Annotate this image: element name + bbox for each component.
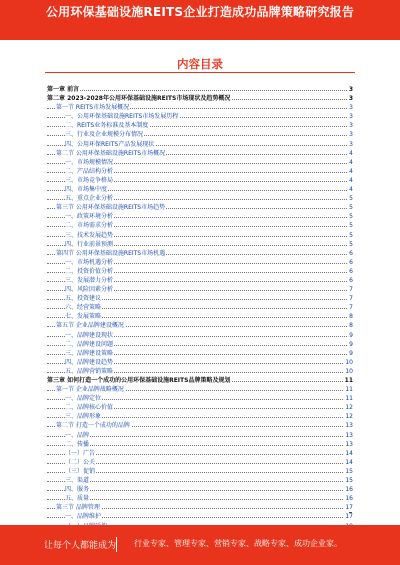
toc-entry-page: 16 — [345, 486, 353, 494]
toc-entry-page: 4 — [349, 186, 353, 194]
toc-entry[interactable] — [47, 449, 353, 458]
footer-slogan-left: 让每个人都能成为 — [44, 541, 117, 551]
toc-entry-text: （三）促销 — [65, 467, 96, 475]
toc-entry[interactable] — [47, 194, 353, 203]
toc-entry-text: 四、行业前景预测 — [65, 240, 114, 248]
toc-entry-text: 第一章 前言 — [47, 86, 80, 93]
toc-entry-page: 6 — [349, 249, 353, 257]
toc-entry[interactable] — [47, 385, 353, 394]
toc-leader-dots — [47, 90, 347, 91]
toc-entry-page: 11 — [344, 377, 353, 384]
toc-leader-dots — [47, 481, 347, 482]
toc-entry-page: 3 — [348, 95, 353, 103]
toc-entry[interactable] — [47, 258, 353, 267]
toc-entry-page: 4 — [349, 158, 353, 166]
toc-entry-page: 3 — [349, 104, 353, 112]
toc-entry[interactable] — [47, 112, 353, 121]
toc-entry-page: 10 — [345, 367, 353, 375]
toc-entry-text: 五、质量 — [65, 495, 90, 503]
toc-entry[interactable] — [47, 85, 353, 94]
toc-entry-page: 9 — [349, 331, 353, 339]
toc-entry[interactable] — [47, 130, 353, 139]
toc-entry-page: 7 — [349, 286, 353, 294]
toc-entry-text: 四、市场集中度 — [65, 186, 108, 194]
toc-entry[interactable] — [47, 349, 353, 358]
toc-entry-text: 第三章 如何打造一个成功的公用环保基础设施REITS品牌策略及规划 — [47, 377, 231, 384]
toc-entry[interactable] — [47, 240, 353, 249]
toc-entry-text: 第二章 2023-2028年公用环保基础设施REITS市场现状及趋势概况 — [47, 95, 231, 103]
toc-entry-text: 二、品牌核心价值 — [65, 404, 114, 412]
toc-entry[interactable] — [47, 103, 353, 112]
toc-entry-page: 17 — [345, 513, 353, 521]
toc-entry-text: 五、重点企业分析 — [65, 195, 114, 203]
toc-entry-page: 13 — [345, 431, 353, 439]
toc-entry-text: 一、品牌定位 — [65, 395, 102, 403]
toc-entry-page: 4 — [349, 176, 353, 184]
toc-entry[interactable] — [47, 403, 353, 412]
toc-entry-page: 16 — [345, 495, 353, 503]
toc-entry-page: 5 — [349, 231, 353, 239]
toc-divider — [45, 72, 355, 73]
toc-entry-page: 4 — [349, 149, 353, 157]
toc-entry-text: 第二节 公用环保基础设施REITS市场概况 — [56, 149, 166, 157]
toc-entry[interactable] — [47, 140, 353, 149]
toc-entry-text: 三、品牌形象 — [65, 413, 102, 421]
toc-entry-text: （一）广告 — [65, 449, 96, 457]
toc-entry-page: 9 — [349, 349, 353, 357]
toc-entry-text: 三、行业及企业规模分布情况 — [65, 131, 144, 139]
toc-entry-text: 一、市场规模情况 — [65, 158, 114, 166]
toc-entry-page: 11 — [345, 386, 353, 394]
toc-entry-text: 第一节 REITS市场发展概况 — [56, 104, 130, 112]
toc-entry-page: 3 — [348, 86, 353, 93]
toc-entry-page: 8 — [349, 322, 353, 330]
toc-entry-page: 3 — [349, 131, 353, 139]
toc-entry[interactable] — [47, 331, 353, 340]
toc-entry-text: 第二节 打造一个成功的品牌 — [56, 422, 130, 430]
toc-entry-page: 6 — [349, 267, 353, 275]
footer-slogan-right: 行业专家、管理专家、营销专家、战略专家、成功企业家。 — [134, 539, 342, 548]
toc-entry-text: 七、发展策略 — [65, 313, 102, 321]
toc-entry-text: 三、渠道 — [65, 477, 90, 485]
toc-entry[interactable] — [47, 231, 353, 240]
toc-entry-text: 二、投资价值分析 — [65, 267, 114, 275]
toc-entry-text: 五、品牌营销策略 — [65, 367, 114, 375]
toc-entry-page: 17 — [345, 504, 353, 512]
toc-entry-text: 第三节 品牌管理 — [56, 504, 100, 512]
toc-entry[interactable] — [47, 321, 353, 330]
toc-entry[interactable] — [47, 431, 353, 440]
toc-entry[interactable] — [47, 458, 353, 467]
toc-entry-page: 13 — [345, 422, 353, 430]
toc-entry[interactable] — [47, 412, 353, 421]
toc-heading: 内容目录 — [177, 57, 223, 71]
toc-entry[interactable] — [47, 212, 353, 221]
toc-entry-text: 二、REITS业务标准及基本制度 — [65, 122, 149, 130]
toc-entry-page: 11 — [345, 395, 353, 403]
toc-entry-text: 五、投资建议 — [65, 295, 102, 303]
toc-entry-text: 二、市场需求分析 — [65, 222, 114, 230]
toc-entry[interactable] — [47, 94, 353, 103]
toc-entry[interactable] — [47, 249, 353, 258]
toc-entry-text: 三、技术发展趋势 — [65, 231, 114, 239]
toc-entry-text: 二、产品结构分析 — [65, 167, 114, 175]
report-title: 公用环保基础设施REITS企业打造成功品牌策略研究报告 — [45, 5, 355, 19]
toc-entry[interactable] — [47, 476, 353, 485]
toc-entry[interactable] — [47, 294, 353, 303]
toc-entry-page: 15 — [345, 477, 353, 485]
toc-entry-page: 5 — [349, 195, 353, 203]
toc-entry-text: 四、服务 — [65, 486, 90, 494]
footer-divider — [116, 537, 117, 552]
toc-entry-text: 第五节 企业品牌建设概况 — [56, 322, 124, 330]
toc-entry[interactable] — [47, 467, 353, 476]
toc-entry[interactable] — [47, 394, 353, 403]
toc-leader-dots — [47, 445, 347, 446]
toc-entry-page: 14 — [345, 449, 353, 457]
toc-entry-page: 13 — [345, 440, 353, 448]
toc-entry[interactable] — [47, 121, 353, 130]
toc-entry[interactable] — [47, 312, 353, 321]
toc-entry-page: 3 — [349, 113, 353, 121]
toc-entry-text: 四、品牌建设趋势 — [65, 358, 114, 366]
toc-entry-page: 9 — [349, 340, 353, 348]
toc-entry[interactable] — [47, 276, 353, 285]
toc-entry[interactable] — [47, 267, 353, 276]
toc-entry[interactable] — [47, 512, 353, 521]
toc-entry[interactable] — [47, 176, 353, 185]
toc-entry-page: 6 — [349, 258, 353, 266]
table-of-contents — [47, 85, 353, 540]
toc-entry-text: 一、市场机遇分析 — [65, 258, 114, 266]
toc-entry-page: 5 — [349, 213, 353, 221]
toc-entry-page: 8 — [349, 313, 353, 321]
toc-entry[interactable] — [47, 158, 353, 167]
toc-entry-text: 四、公用环保REITS产品发展现状 — [65, 140, 155, 148]
toc-leader-dots — [47, 499, 347, 500]
toc-entry-text: 一、品牌 — [65, 431, 90, 439]
toc-entry-page: 7 — [349, 295, 353, 303]
toc-entry-text: 二、传播 — [65, 440, 90, 448]
toc-entry-text: 三、发展潜力分析 — [65, 276, 114, 284]
toc-entry-text: 一、政策环境分析 — [65, 213, 114, 221]
toc-entry[interactable] — [47, 485, 353, 494]
header-banner — [0, 0, 400, 40]
toc-entry-text: 六、经营策略 — [65, 304, 102, 312]
toc-entry-page: 12 — [345, 404, 353, 412]
toc-entry-page: 3 — [349, 122, 353, 130]
toc-entry-page: 14 — [345, 458, 353, 466]
toc-entry-text: 第三节 公用环保基础设施REITS市场趋势 — [56, 204, 166, 212]
toc-entry[interactable] — [47, 367, 353, 376]
toc-entry-page: 5 — [349, 204, 353, 212]
toc-entry-page: 6 — [349, 276, 353, 284]
toc-entry-page: 5 — [349, 240, 353, 248]
toc-entry-page: 4 — [349, 167, 353, 175]
toc-entry[interactable] — [47, 221, 353, 230]
toc-entry[interactable] — [47, 421, 353, 430]
toc-entry-text: 四、风险因素分析 — [65, 286, 114, 294]
toc-entry-page: 15 — [345, 467, 353, 475]
toc-entry-page: 10 — [345, 358, 353, 366]
toc-entry[interactable] — [47, 185, 353, 194]
page-number-mark — [349, 512, 352, 513]
toc-entry[interactable] — [47, 440, 353, 449]
toc-leader-dots — [47, 436, 347, 437]
toc-entry-text: （二）公关 — [65, 458, 96, 466]
toc-entry[interactable] — [47, 167, 353, 176]
toc-entry[interactable] — [47, 303, 353, 312]
toc-entry[interactable] — [47, 503, 353, 512]
toc-entry[interactable] — [47, 203, 353, 212]
toc-entry-text: 一、公用环保基础设施REITS市场发展历程 — [65, 113, 179, 121]
toc-entry-page: 5 — [349, 222, 353, 230]
toc-entry-text: 一、品牌建设现状 — [65, 331, 114, 339]
toc-entry-text: 三、品牌建设策略 — [65, 349, 114, 357]
toc-entry[interactable] — [47, 358, 353, 367]
toc-entry[interactable] — [47, 494, 353, 503]
toc-entry-text: 第一节 企业品牌战略概况 — [56, 386, 124, 394]
toc-entry-text: 二、品牌建设问题 — [65, 340, 114, 348]
toc-entry[interactable] — [47, 285, 353, 294]
toc-entry-page: 7 — [349, 304, 353, 312]
toc-entry-page: 12 — [345, 413, 353, 421]
toc-entry[interactable] — [47, 376, 353, 385]
toc-entry[interactable] — [47, 149, 353, 158]
footer-banner — [0, 525, 400, 565]
toc-entry-page: 3 — [349, 140, 353, 148]
toc-entry[interactable] — [47, 340, 353, 349]
toc-entry-text: 一、品牌维护 — [65, 513, 102, 521]
toc-leader-dots — [47, 490, 347, 491]
toc-entry-text: 第四节 公用环保基础设施REITS市场机遇 — [56, 249, 166, 257]
toc-entry-text: 三、市场竞争格局 — [65, 176, 114, 184]
